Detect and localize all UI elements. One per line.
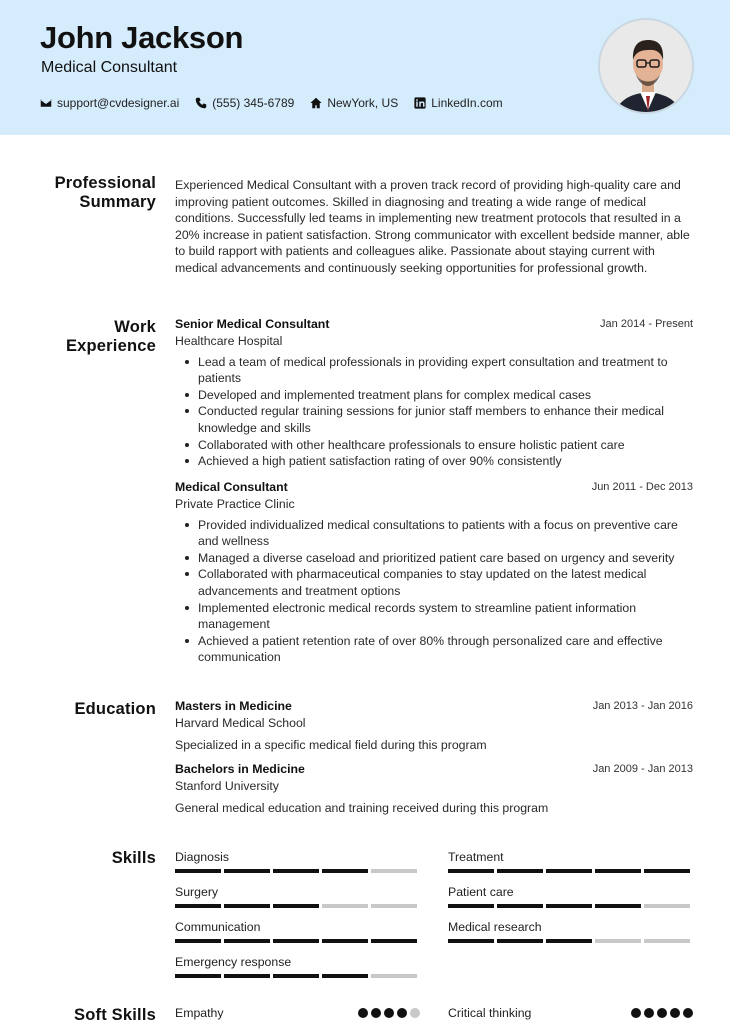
section-title-work: Work Experience xyxy=(65,318,156,355)
soft-skill-rating xyxy=(355,1008,420,1018)
skill-level-segment xyxy=(595,869,641,873)
skill-level-segment xyxy=(644,939,690,943)
skill-level-segment xyxy=(546,904,592,908)
education-entry xyxy=(175,761,693,816)
school-name: Stanford University xyxy=(175,779,279,793)
list-item: Achieved a patient retention rate of over 80% through personalized care and effective communication xyxy=(175,633,693,666)
job-bullets xyxy=(175,517,693,666)
candidate-role: Medical Consultant xyxy=(41,59,178,76)
skill-item xyxy=(175,884,420,908)
skill-level-segment xyxy=(448,939,494,943)
contact-phone[interactable] xyxy=(195,96,294,110)
rating-dot xyxy=(644,1008,654,1018)
soft-skill-rating xyxy=(628,1008,693,1018)
skill-level-segment xyxy=(497,869,543,873)
skill-level-segment xyxy=(497,904,543,908)
home-icon xyxy=(310,97,322,109)
education-date: Jan 2013 - Jan 2016 xyxy=(592,700,693,712)
skill-level-segment xyxy=(546,939,592,943)
job-title: Senior Medical Consultant xyxy=(175,317,330,331)
skill-level-bar xyxy=(175,939,420,943)
rating-dot xyxy=(683,1008,693,1018)
skill-item xyxy=(175,849,420,873)
rating-dot xyxy=(410,1008,420,1018)
contact-email[interactable] xyxy=(40,96,179,110)
skill-level-segment xyxy=(273,869,319,873)
skill-name: Medical research xyxy=(448,920,542,934)
list-item: Implemented electronic medical records system to streamline patient information management xyxy=(175,600,693,633)
skill-level-bar xyxy=(175,904,420,908)
list-item: Collaborated with pharmaceutical companies to stay updated on the latest medical advancements and treatment options xyxy=(175,566,693,599)
degree-title: Bachelors in Medicine xyxy=(175,762,305,776)
skill-item xyxy=(448,849,693,873)
rating-dot xyxy=(397,1008,407,1018)
job-entry xyxy=(175,479,693,666)
linkedin-text: LinkedIn.com xyxy=(431,96,503,110)
skill-level-bar xyxy=(448,939,693,943)
skill-level-bar xyxy=(448,904,693,908)
skill-name: Treatment xyxy=(448,850,504,864)
rating-dot xyxy=(371,1008,381,1018)
skill-item xyxy=(448,884,693,908)
skill-item xyxy=(448,919,693,943)
skill-level-segment xyxy=(224,939,270,943)
school-name: Harvard Medical School xyxy=(175,716,306,730)
soft-skill-item xyxy=(448,1006,693,1020)
envelope-icon xyxy=(40,97,52,109)
skill-level-segment xyxy=(448,904,494,908)
soft-skill-item xyxy=(175,1006,420,1020)
phone-text: (555) 345-6789 xyxy=(212,96,295,110)
skill-level-segment xyxy=(175,939,221,943)
skill-level-segment xyxy=(546,869,592,873)
job-entry xyxy=(175,316,693,470)
degree-title: Masters in Medicine xyxy=(175,699,292,713)
skill-level-segment xyxy=(448,869,494,873)
skill-level-segment xyxy=(322,939,368,943)
rating-dot xyxy=(657,1008,667,1018)
job-date: Jan 2014 - Present xyxy=(600,318,693,330)
skill-level-segment xyxy=(273,939,319,943)
skill-name: Communication xyxy=(175,920,261,934)
skill-level-segment xyxy=(273,904,319,908)
skill-level-segment xyxy=(644,869,690,873)
resume-header xyxy=(0,0,730,135)
job-date: Jun 2011 - Dec 2013 xyxy=(591,481,693,493)
skill-name: Diagnosis xyxy=(175,850,229,864)
skill-level-segment xyxy=(322,904,368,908)
rating-dot xyxy=(670,1008,680,1018)
skill-level-segment xyxy=(224,974,270,978)
skill-level-segment xyxy=(595,904,641,908)
phone-icon xyxy=(195,97,207,109)
contact-location xyxy=(310,96,398,110)
skill-level-segment xyxy=(595,939,641,943)
skill-level-segment xyxy=(371,974,417,978)
skill-level-segment xyxy=(175,869,221,873)
skill-level-segment xyxy=(322,869,368,873)
education-description: Specialized in a specific medical field during this program xyxy=(175,737,487,752)
section-title-skills: Skills xyxy=(111,849,156,867)
skill-level-segment xyxy=(273,974,319,978)
skill-level-segment xyxy=(224,904,270,908)
list-item: Lead a team of medical professionals in providing expert consultation and treatment to patients xyxy=(175,354,693,387)
skill-name: Emergency response xyxy=(175,955,292,969)
list-item: Managed a diverse caseload and prioritized patient care based on urgency and severity xyxy=(175,550,693,567)
skill-level-segment xyxy=(371,869,417,873)
person-portrait-icon xyxy=(600,20,694,114)
list-item: Developed and implemented treatment plans for complex medical cases xyxy=(175,387,693,404)
profile-photo xyxy=(598,18,694,114)
skill-level-segment xyxy=(224,869,270,873)
skill-level-segment xyxy=(371,904,417,908)
skill-item xyxy=(175,919,420,943)
soft-skill-name: Critical thinking xyxy=(448,1006,532,1020)
skill-level-bar xyxy=(448,869,693,873)
linkedin-icon xyxy=(414,97,426,109)
education-date: Jan 2009 - Jan 2013 xyxy=(592,763,693,775)
education-description: General medical education and training received during this program xyxy=(175,800,549,815)
candidate-name: John Jackson xyxy=(40,20,244,55)
education-entry xyxy=(175,698,693,753)
rating-dot xyxy=(358,1008,368,1018)
rating-dot xyxy=(384,1008,394,1018)
skill-level-segment xyxy=(322,974,368,978)
list-item: Provided individualized medical consultations to patients with a focus on preventive care and wellness xyxy=(175,517,693,550)
skill-level-bar xyxy=(175,974,420,978)
soft-skill-name: Empathy xyxy=(175,1006,224,1020)
section-title-education: Education xyxy=(74,700,156,718)
skill-level-bar xyxy=(175,869,420,873)
location-text: NewYork, US xyxy=(327,96,399,110)
email-text: support@cvdesigner.ai xyxy=(57,96,180,110)
skill-item xyxy=(175,954,420,978)
section-title-summary: Professional Summary xyxy=(54,174,156,211)
job-bullets xyxy=(175,354,693,470)
skill-level-segment xyxy=(175,974,221,978)
job-organization: Healthcare Hospital xyxy=(175,334,283,348)
section-title-soft-skills: Soft Skills xyxy=(74,1006,156,1024)
rating-dot xyxy=(631,1008,641,1018)
list-item: Conducted regular training sessions for junior staff members to enhance their medical knowledge and skills xyxy=(175,403,693,436)
contact-linkedin[interactable] xyxy=(414,96,502,110)
skill-level-segment xyxy=(644,904,690,908)
job-organization: Private Practice Clinic xyxy=(175,497,295,511)
summary-text: Experienced Medical Consultant with a proven track record of providing high-quality care and improving patient outcomes. Skilled in diagnosing and treating a wide range of medical conditions. Successfully led teams in implementing new treatment protocols that resulted in a 20% increase in patient satisfaction. Strong communicator with excellent bedside manner, able to build rapport with patients and colleagues alike. Passionate about staying current with medical advancements and continuously seeking opportunities for professional growth. xyxy=(175,178,690,275)
contact-bar xyxy=(40,96,519,110)
job-title: Medical Consultant xyxy=(175,480,288,494)
skill-name: Patient care xyxy=(448,885,514,899)
list-item: Collaborated with other healthcare professionals to ensure holistic patient care xyxy=(175,437,693,454)
skill-level-segment xyxy=(497,939,543,943)
list-item: Achieved a high patient satisfaction rating of over 90% consistently xyxy=(175,453,693,470)
skill-level-segment xyxy=(371,939,417,943)
skill-name: Surgery xyxy=(175,885,219,899)
skill-level-segment xyxy=(175,904,221,908)
